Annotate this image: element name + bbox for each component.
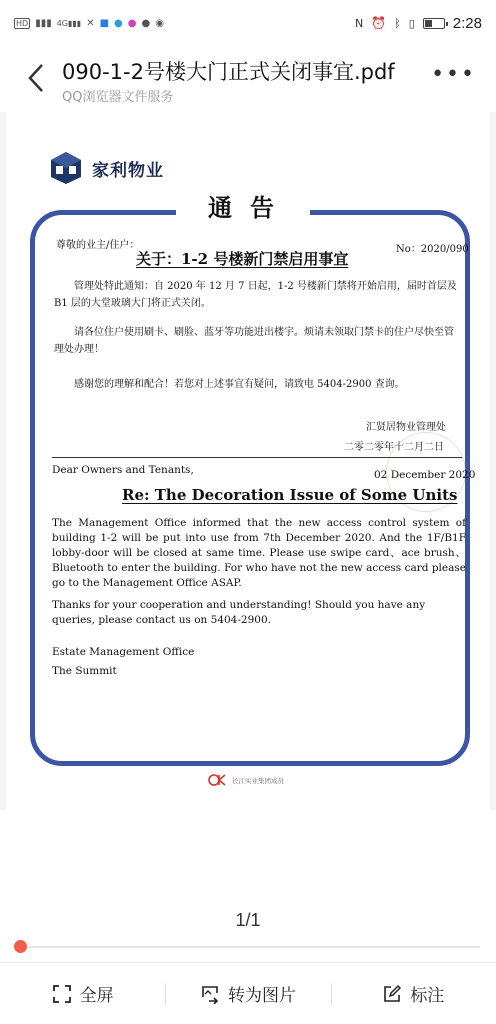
no-wifi-icon: ✕ <box>86 17 95 29</box>
app-icon: ● <box>127 17 137 29</box>
page-indicator <box>0 900 496 962</box>
cn-paragraph: 管理处特此通知：自 2020 年 12 月 7 日起，1-2 号楼新门禁将开始启用，届时首层及 B1 层的大堂玻璃大门将正式关闭。 <box>54 281 457 309</box>
company-logo <box>48 150 164 186</box>
hd-icon: HD <box>16 18 29 28</box>
en-date: 02 December 2020 <box>374 469 476 481</box>
convert-to-image-button[interactable] <box>165 963 330 1024</box>
notice-title: 通告 <box>176 188 310 228</box>
cn-heading: 关于：1-2 号楼新门禁启用事宜 <box>136 250 349 268</box>
title-bar <box>0 46 496 112</box>
signal-icon: 4G▮▮▮ <box>56 18 82 28</box>
page-slider-handle[interactable] <box>14 940 27 953</box>
cn-sign-office: 汇贤居物业管理处 <box>366 422 446 433</box>
notice-number: No：2020/090 <box>396 244 469 255</box>
annotate-label: 标注 <box>410 986 445 1006</box>
section-divider <box>52 457 462 458</box>
cn-paragraph: 感谢您的理解和配合！若您对上述事宜有疑问，请致电 5404-2900 查询。 <box>74 379 405 390</box>
group-footer <box>208 774 284 786</box>
alarm-icon: ⏰ <box>371 16 387 30</box>
company-name: 家利物业 <box>92 160 164 181</box>
cn-paragraph: 请各位住户使用刷卡、刷脸、蓝牙等功能进出楼宇。烦请未领取门禁卡的住户尽快至管理处办理！ <box>54 327 454 355</box>
more-dots-icon: ••• <box>431 62 476 87</box>
app-icon: ● <box>114 17 123 29</box>
file-title: 090-1-2号楼大门正式关闭事宜.pdf <box>62 60 395 84</box>
en-paragraph: The Management Office informed that the new access control system of building 1-2 will be put into use from 7th December 2020. And the 1F/B1F lobby-door will be closed at same time. Please use swipe card、ace brush、 Bluetooth to enter the building. For who have not the new access card please go to the Management Office ASAP. <box>52 517 466 589</box>
edit-icon <box>382 984 402 1004</box>
fullscreen-label: 全屏 <box>79 986 114 1006</box>
signal-icon: ▮▮▮ <box>35 17 52 29</box>
file-source: QQ浏览器文件服务 <box>62 90 174 105</box>
en-paragraph: Thanks for your cooperation and understanding! Should you have any queries, please contact us on 5404-2900. <box>52 599 426 626</box>
cn-sign-date: 二零二零年十二月二日 <box>344 442 444 453</box>
app-icon: ◉ <box>155 17 164 29</box>
clock: 2:28 <box>452 14 482 32</box>
page-slider-track[interactable] <box>20 946 480 948</box>
back-button[interactable] <box>22 60 50 96</box>
chevron-left-icon <box>27 63 45 93</box>
bottom-toolbar <box>0 962 496 1024</box>
nfc-icon: N <box>354 16 364 30</box>
annotate-button[interactable] <box>331 963 496 1024</box>
bluetooth-icon: ᛒ <box>394 16 401 30</box>
cube-logo-icon <box>48 150 84 186</box>
en-salutation: Dear Owners and Tenants, <box>52 464 194 476</box>
cn-salutation: 尊敬的业主/住户： <box>56 240 140 251</box>
pdf-page <box>6 112 490 810</box>
status-bar <box>0 0 496 46</box>
fullscreen-icon <box>52 984 72 1004</box>
chat-icon: ● <box>141 17 151 29</box>
convert-to-image-label: 转为图片 <box>227 986 296 1006</box>
fullscreen-button[interactable] <box>0 963 165 1024</box>
group-footer-text: 长江实业集团成员 <box>232 776 284 785</box>
convert-image-icon <box>200 984 220 1004</box>
more-options-button[interactable] <box>431 62 476 87</box>
en-heading: Re: The Decoration Issue of Some Units <box>122 486 458 504</box>
en-sign-office: Estate Management Office <box>52 646 195 658</box>
status-icons <box>14 18 164 29</box>
en-sign-building: The Summit <box>52 665 117 677</box>
page-number: 1/1 <box>235 910 261 930</box>
app-icon: ■ <box>99 17 110 29</box>
ck-logo-icon <box>208 774 228 786</box>
battery-icon <box>423 18 445 29</box>
document-viewer[interactable] <box>0 112 496 810</box>
vibrate-icon: ▯ <box>408 16 415 30</box>
